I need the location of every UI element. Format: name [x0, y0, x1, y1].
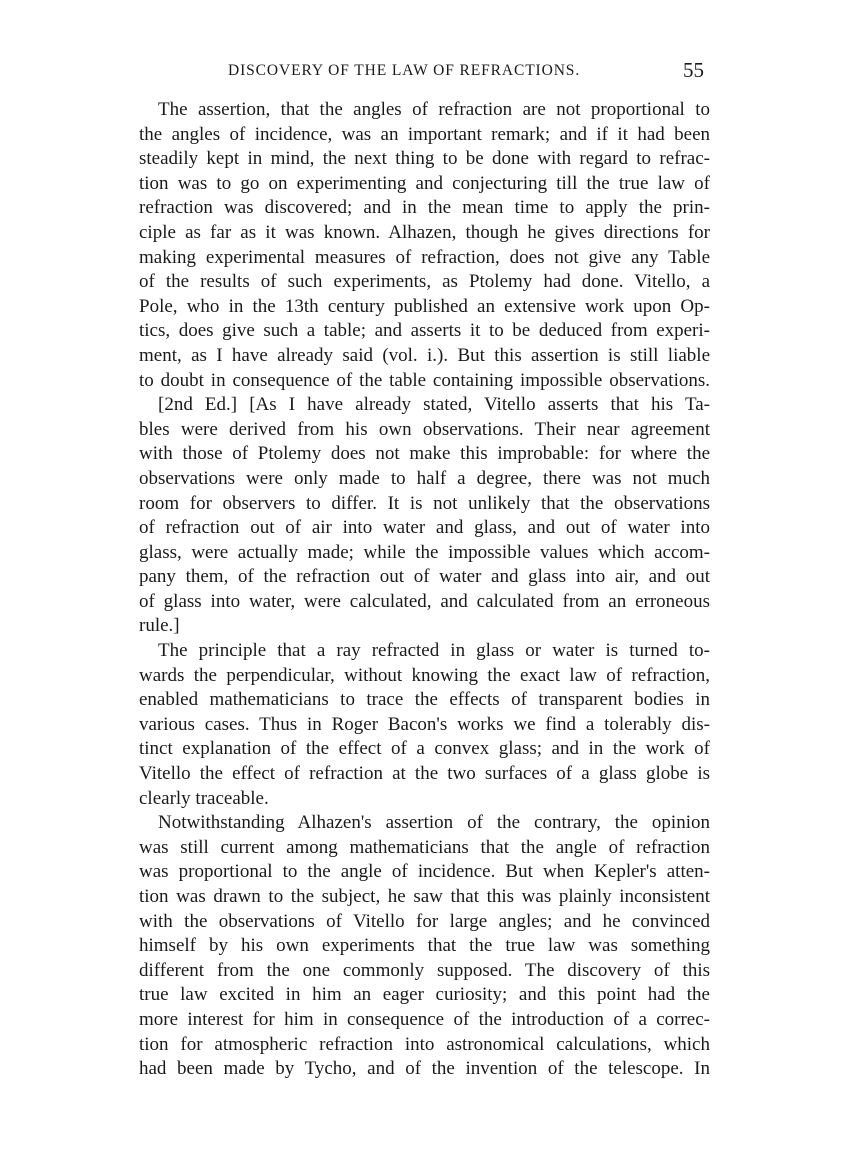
text-line: room for observers to differ. It is not unlikely that the observations	[139, 492, 710, 514]
text-line: tion was drawn to the subject, he saw that this was plainly inconsistent	[139, 886, 710, 907]
text-line: rule.]	[139, 615, 180, 637]
text-line: steadily kept in mind, the next thing to be done with regard to refrac-	[139, 148, 710, 170]
text-line: himself by his own experiments that the true law was something	[139, 935, 710, 957]
text-line: was proportional to the angle of incidence. But when Kepler's atten-	[139, 861, 710, 883]
text-line: various cases. Thus in Roger Bacon's works we find a tolerably dis-	[139, 713, 710, 735]
text-line: to doubt in consequence of the table containing impossible observations.	[139, 369, 710, 391]
paragraph-second-edition-note	[139, 393, 710, 639]
text-line: bles were derived from his own observations. Their near agreement	[139, 418, 710, 440]
text-line: true law excited in him an eager curiosity; and this point had the	[139, 984, 710, 1006]
text-line: had been made by Tycho, and of the invention of the telescope. In	[139, 1058, 710, 1080]
text-line: of refraction out of air into water and glass, and out of water into	[139, 517, 710, 539]
text-line: the angles of incidence, was an important remark; and if it had been	[139, 123, 710, 145]
text-line: The assertion, that the angles of refraction are not proportional to	[158, 99, 710, 120]
text-line: Pole, who in the 13th century published an extensive work upon Op-	[139, 295, 710, 317]
paragraph-kepler	[139, 811, 710, 1082]
text-line: making experimental measures of refraction, does not give any Table	[139, 246, 710, 268]
text-line: of the results of such experiments, as Ptolemy had done. Vitello, a	[139, 271, 710, 293]
text-line: clearly traceable.	[139, 787, 269, 809]
text-line: with those of Ptolemy does not make this improbable: for where the	[139, 443, 710, 465]
text-line: tinct explanation of the effect of a convex glass; and in the work of	[139, 738, 710, 760]
text-line: ciple as far as it was known. Alhazen, though he gives directions for	[139, 221, 710, 243]
text-line: enabled mathematicians to trace the effects of transparent bodies in	[139, 689, 710, 711]
running-title: DISCOVERY OF THE LAW OF REFRACTIONS.	[228, 62, 581, 79]
paragraph-perpendicular-principle	[139, 639, 710, 811]
text-line: ment, as I have already said (vol. i.). But this assertion is still liable	[139, 344, 710, 366]
body-text	[139, 98, 710, 1082]
text-line: refraction was discovered; and in the mean time to apply the prin-	[139, 197, 710, 219]
text-line: different from the one commonly supposed. The discovery of this	[139, 959, 710, 981]
text-line: pany them, of the refraction out of water and glass into air, and out	[139, 566, 710, 588]
text-line: tics, does give such a table; and asserts it to be deduced from experi-	[139, 320, 710, 342]
text-line: with the observations of Vitello for large angles; and he convinced	[139, 910, 710, 932]
text-line: tion for atmospheric refraction into astronomical calculations, which	[139, 1033, 710, 1055]
text-line: of glass into water, were calculated, and calculated from an erroneous	[139, 590, 710, 612]
page-number: 55	[683, 58, 704, 82]
running-head	[140, 58, 710, 88]
text-line: was still current among mathematicians that the angle of refraction	[139, 836, 710, 858]
text-line: [2nd Ed.] [As I have already stated, Vitello asserts that his Ta-	[158, 394, 710, 416]
text-line: Vitello the effect of refraction at the two surfaces of a glass globe is	[139, 763, 710, 785]
text-line: Notwithstanding Alhazen's assertion of the contrary, the opinion	[158, 812, 710, 834]
paragraph-refraction-assertion	[139, 98, 710, 393]
text-line: wards the perpendicular, without knowing the exact law of refraction,	[139, 664, 710, 686]
text-line: The principle that a ray refracted in glass or water is turned to-	[158, 640, 710, 662]
text-line: glass, were actually made; while the impossible values which accom-	[139, 541, 710, 563]
text-line: more interest for him in consequence of the introduction of a correc-	[139, 1008, 710, 1030]
text-line: observations were only made to half a degree, there was not much	[139, 467, 710, 489]
text-line: tion was to go on experimenting and conjecturing till the true law of	[139, 172, 710, 194]
